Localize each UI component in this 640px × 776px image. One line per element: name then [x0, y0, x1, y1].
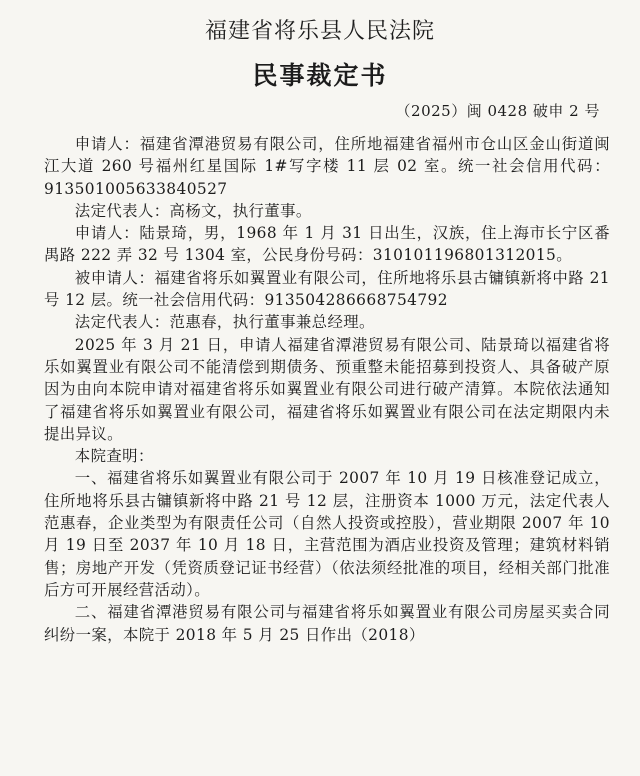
- court-name: 福建省将乐县人民法院: [204, 19, 435, 44]
- document-body: [44, 133, 610, 646]
- paragraph-application: 2025 年 3 月 21 日，申请人福建省潭港贸易有限公司、陆景琦以福建省将乐如翼置业有限公司不能清偿到期债务、预重整未能招募到投资人、具备破产原因为由向本院申请对福建省将乐如翼置业有限公司进行破产清算。本院依法通知了福建省将乐如翼置业有限公司，福建省将乐如翼置业有限公司在法定期限内未提出异议。: [44, 335, 610, 443]
- paragraph-finding-1: 一、福建省将乐如翼置业有限公司于 2007 年 10 月 19 日核准登记成立，住所地将乐县古镛镇新将中路 21 号 12 层，注册资本 1000 万元，法定代表人范惠春，企业类型为有限责任公司（自然人投资或控股），营业期限 2007 年 10 月 19 日至 2037 年 10 月 18 日，主营范围为酒店业投资及管理；建筑材料销售；房地产开发（凭资质登记证书经营）（依法须经批准的项目，经相关部门批准后方可开展经营活动）。: [44, 469, 610, 599]
- paragraph-findings-heading: 本院查明：: [74, 447, 154, 466]
- paragraph-legal-rep-1: 法定代表人：高杨文，执行董事。: [74, 201, 312, 220]
- paragraph-finding-2: 二、福建省潭港贸易有限公司与福建省将乐如翼置业有限公司房屋买卖合同纠纷一案，本院于 2018 年 5 月 25 日作出（2018）: [44, 603, 610, 644]
- paragraph-applicant-2: 申请人：陆景琦，男，1968 年 1 月 31 日出生，汉族，住上海市长宁区番禺路 222 弄 32 号 1304 室，公民身份号码：310101196801312015。: [44, 224, 610, 265]
- paragraph-respondent: 被申请人：福建省将乐如翼置业有限公司，住所地将乐县古镛镇新将中路 21 号 12 层。统一社会信用代码：913504286668754792: [44, 268, 610, 310]
- paragraph-legal-rep-2: 法定代表人：范惠春，执行董事兼总经理。: [74, 313, 375, 332]
- document-title: 民事裁定书: [252, 61, 388, 90]
- case-number: （2025）闽 0428 破申 2 号: [395, 102, 600, 120]
- paragraph-applicant-1: 申请人：福建省潭港贸易有限公司，住所地福建省福州市仓山区金山街道闽江大道 260 号福州红星国际 1#写字楼 11 层 02 室。统一社会信用代码：913501005633840527: [44, 135, 610, 198]
